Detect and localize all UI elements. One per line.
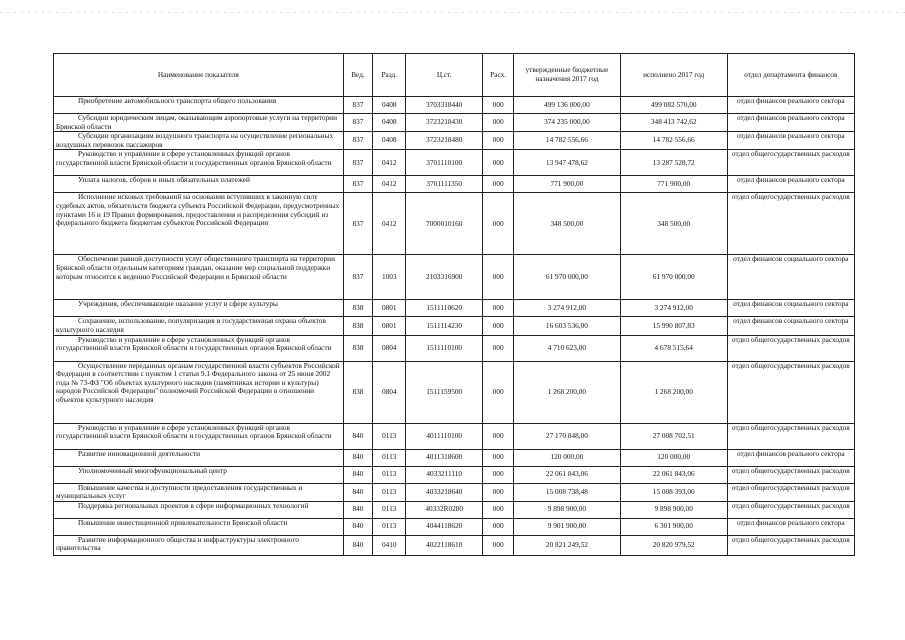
cell-cst: 1511110620	[406, 300, 483, 317]
indicator-name-text: Повышение инвестиционной привлекательности Брянской области	[78, 518, 288, 527]
scan-artifact-line	[0, 12, 905, 13]
cell-indicator-name	[54, 518, 344, 535]
cell-executed: 9 898 900,00	[620, 501, 727, 518]
cell-ved: 840	[343, 423, 373, 449]
cell-razd: 1003	[373, 255, 406, 300]
cell-executed: 27 008 702,51	[620, 423, 727, 449]
cell-cst: 4044118620	[406, 518, 483, 535]
cell-approved: 1 268 200,00	[514, 361, 621, 423]
indicator-name-text: Субсидии организациям воздушного транспорта на осуществление региональных воздушных перевозок пассажиров	[56, 131, 334, 149]
indicator-name-text: Руководство и управление в сфере установленных функций органов государственной власти Брянской области и государственных органов Брянской области	[56, 149, 332, 167]
cell-ved: 837	[343, 114, 373, 132]
cell-razd: 0410	[373, 535, 406, 555]
cell-cst: 4033211110	[406, 466, 483, 483]
cell-cst: 7000010160	[406, 193, 483, 255]
budget-execution-table	[53, 53, 855, 556]
cell-approved: 348 500,00	[514, 193, 621, 255]
cell-razd: 0408	[373, 97, 406, 114]
cell-approved: 120 000,00	[514, 449, 621, 466]
cell-department: отдел общегосударственных расходов	[727, 483, 854, 501]
table-row	[54, 132, 855, 150]
table-row	[54, 535, 855, 555]
cell-department: отдел финансов социального сектора	[727, 317, 854, 335]
cell-department: отдел общегосударственных расходов	[727, 150, 854, 176]
cell-ved: 838	[343, 361, 373, 423]
cell-executed: 6 301 900,00	[620, 518, 727, 535]
cell-razd: 0113	[373, 501, 406, 518]
table-row	[54, 300, 855, 317]
cell-ved: 837	[343, 255, 373, 300]
cell-approved: 374 235 000,00	[514, 114, 621, 132]
cell-indicator-name	[54, 423, 344, 449]
header-cst: Ц.ст.	[406, 54, 483, 97]
cell-cst: 3703318440	[406, 97, 483, 114]
table-body	[54, 97, 855, 556]
cell-razd: 0113	[373, 483, 406, 501]
cell-rash: 000	[483, 335, 514, 361]
table-row	[54, 361, 855, 423]
cell-rash: 000	[483, 449, 514, 466]
cell-razd: 0801	[373, 300, 406, 317]
cell-ved: 838	[343, 335, 373, 361]
cell-executed: 20 820 979,52	[620, 535, 727, 555]
cell-rash: 000	[483, 114, 514, 132]
cell-razd: 0113	[373, 466, 406, 483]
cell-rash: 000	[483, 466, 514, 483]
cell-rash: 000	[483, 317, 514, 335]
cell-razd: 0408	[373, 114, 406, 132]
table-row	[54, 466, 855, 483]
table-row	[54, 335, 855, 361]
cell-cst: 4011110100	[406, 423, 483, 449]
cell-executed: 15 990 807,83	[620, 317, 727, 335]
cell-approved: 14 782 556,66	[514, 132, 621, 150]
cell-cst: 4022118610	[406, 535, 483, 555]
cell-cst: 1511159500	[406, 361, 483, 423]
cell-approved: 771 900,00	[514, 176, 621, 193]
cell-department: отдел общегосударственных расходов	[727, 423, 854, 449]
cell-cst: 40332R0280	[406, 501, 483, 518]
indicator-name-text: Приобретение автомобильного транспорта общего пользования	[78, 96, 277, 105]
cell-indicator-name	[54, 97, 344, 114]
cell-approved: 13 947 478,62	[514, 150, 621, 176]
cell-razd: 0801	[373, 317, 406, 335]
header-rash: Расх.	[483, 54, 514, 97]
cell-ved: 838	[343, 300, 373, 317]
cell-department: отдел общегосударственных расходов	[727, 335, 854, 361]
cell-cst: 1511114230	[406, 317, 483, 335]
cell-approved: 9 901 900,00	[514, 518, 621, 535]
cell-ved: 837	[343, 176, 373, 193]
cell-department: отдел финансов реального сектора	[727, 97, 854, 114]
indicator-name-text: Руководство и управление в сфере установленных функций органов государственной власти Брянской области и государственных органов Брянской области	[56, 335, 332, 353]
cell-cst: 2103316900	[406, 255, 483, 300]
cell-department: отдел общегосударственных расходов	[727, 501, 854, 518]
cell-ved: 837	[343, 193, 373, 255]
cell-executed: 771 900,00	[620, 176, 727, 193]
cell-approved: 61 970 000,00	[514, 255, 621, 300]
cell-department: отдел общегосударственных расходов	[727, 466, 854, 483]
cell-indicator-name	[54, 255, 344, 300]
cell-ved: 840	[343, 501, 373, 518]
cell-rash: 000	[483, 132, 514, 150]
cell-cst: 3701111350	[406, 176, 483, 193]
indicator-name-text: Субсидии юридическим лицам, оказывающим аэропортовые услуги на территории Брянской области	[56, 113, 337, 131]
cell-rash: 000	[483, 300, 514, 317]
cell-department: отдел финансов реального сектора	[727, 132, 854, 150]
cell-executed: 4 678 515,64	[620, 335, 727, 361]
cell-razd: 0113	[373, 423, 406, 449]
cell-rash: 000	[483, 535, 514, 555]
cell-ved: 840	[343, 466, 373, 483]
cell-cst: 4033218640	[406, 483, 483, 501]
table-row	[54, 483, 855, 501]
cell-approved: 27 170 848,00	[514, 423, 621, 449]
indicator-name-text: Повышение качества и доступности предоставления государственных и муниципальных услуг	[56, 483, 303, 501]
table-row	[54, 176, 855, 193]
indicator-name-text: Осуществление переданных органам государственной власти субъектов Российской Федерации в соответствии с пунктом 1 статьи 9.1 Федерального закона от 25 июня 2002 года № 73-ФЗ "Об объектах культурного наследия (памятниках истории и культуры) народов Российской Федерации" полномочий Российской Федерации в отношении объектов культурного наследия	[56, 361, 340, 404]
cell-department: отдел финансов социального сектора	[727, 255, 854, 300]
cell-razd: 0412	[373, 193, 406, 255]
cell-cst: 3701110100	[406, 150, 483, 176]
cell-indicator-name	[54, 300, 344, 317]
cell-ved: 837	[343, 97, 373, 114]
cell-indicator-name	[54, 150, 344, 176]
cell-executed: 3 274 912,00	[620, 300, 727, 317]
cell-indicator-name	[54, 483, 344, 501]
cell-razd: 0804	[373, 335, 406, 361]
cell-rash: 000	[483, 176, 514, 193]
header-executed: исполнено 2017 год	[620, 54, 727, 97]
cell-approved: 3 274 912,00	[514, 300, 621, 317]
indicator-name-text: Сохранение, использование, популяризация и государственная охрана объектов культурного наследия	[56, 316, 326, 334]
header-ved: Вед.	[343, 54, 373, 97]
cell-rash: 000	[483, 255, 514, 300]
cell-approved: 9 898 900,00	[514, 501, 621, 518]
cell-indicator-name	[54, 114, 344, 132]
cell-department: отдел финансов реального сектора	[727, 449, 854, 466]
indicator-name-text: Учреждения, обеспечивающие оказание услуг в сфере культуры	[78, 299, 278, 309]
cell-indicator-name	[54, 132, 344, 150]
table-row	[54, 97, 855, 114]
cell-department: отдел финансов реального сектора	[727, 518, 854, 535]
cell-rash: 000	[483, 361, 514, 423]
cell-rash: 000	[483, 150, 514, 176]
cell-executed: 13 287 528,72	[620, 150, 727, 176]
table-header-row	[54, 54, 855, 97]
cell-indicator-name	[54, 193, 344, 255]
indicator-name-text: Исполнение исковых требований на основании вступивших в законную силу судебных актов, обязательств бюджета субъекта Российской Федерации, предусмотренных пунктами 16 и 19 Правил формирования, предоставления и распределения субсидий из федерального бюджета бюджетам субъектов Российской Федерации	[56, 192, 340, 228]
cell-ved: 840	[343, 483, 373, 501]
indicator-name-text: Развитие информационного общества и инфраструктуры электронного правительства	[56, 535, 299, 553]
table-row	[54, 193, 855, 255]
cell-executed: 61 970 000,00	[620, 255, 727, 300]
cell-rash: 000	[483, 97, 514, 114]
cell-razd: 0412	[373, 176, 406, 193]
cell-indicator-name	[54, 535, 344, 555]
cell-indicator-name	[54, 335, 344, 361]
cell-cst: 1511110100	[406, 335, 483, 361]
cell-razd: 0412	[373, 150, 406, 176]
cell-indicator-name	[54, 317, 344, 335]
cell-department: отдел общегосударственных расходов	[727, 361, 854, 423]
table-row	[54, 317, 855, 335]
table-row	[54, 449, 855, 466]
cell-approved: 20 821 249,52	[514, 535, 621, 555]
cell-rash: 000	[483, 483, 514, 501]
cell-executed: 14 782 556,66	[620, 132, 727, 150]
cell-executed: 120 000,00	[620, 449, 727, 466]
cell-executed: 348 413 742,62	[620, 114, 727, 132]
cell-department: отдел общегосударственных расходов	[727, 535, 854, 555]
header-department: отдел департамента финансов	[727, 54, 854, 97]
table-row	[54, 255, 855, 300]
cell-executed: 22 061 843,06	[620, 466, 727, 483]
cell-indicator-name	[54, 501, 344, 518]
cell-ved: 840	[343, 449, 373, 466]
cell-executed: 15 008 393,00	[620, 483, 727, 501]
cell-rash: 000	[483, 501, 514, 518]
cell-indicator-name	[54, 361, 344, 423]
cell-ved: 840	[343, 535, 373, 555]
cell-approved: 499 136 000,00	[514, 97, 621, 114]
table-row	[54, 501, 855, 518]
header-razd: Разд.	[373, 54, 406, 97]
cell-ved: 837	[343, 150, 373, 176]
cell-approved: 4 710 623,00	[514, 335, 621, 361]
table-row	[54, 518, 855, 535]
cell-cst: 3723218430	[406, 114, 483, 132]
cell-rash: 000	[483, 518, 514, 535]
cell-ved: 840	[343, 518, 373, 535]
indicator-name-text: Поддержка региональных проектов в сфере информационных технологий	[78, 501, 309, 510]
cell-executed: 1 268 200,00	[620, 361, 727, 423]
indicator-name-text: Развитие инновационной деятельности	[78, 449, 201, 458]
cell-razd: 0804	[373, 361, 406, 423]
cell-approved: 22 061 843,06	[514, 466, 621, 483]
table-row	[54, 150, 855, 176]
cell-rash: 000	[483, 193, 514, 255]
indicator-name-text: Руководство и управление в сфере установленных функций органов государственной власти Брянской области и государственных органов Брянской области	[56, 423, 332, 441]
cell-cst: 4011318600	[406, 449, 483, 466]
cell-department: отдел финансов реального сектора	[727, 114, 854, 132]
cell-executed: 499 082 570,00	[620, 97, 727, 114]
cell-indicator-name	[54, 466, 344, 483]
cell-indicator-name	[54, 449, 344, 466]
cell-razd: 0113	[373, 518, 406, 535]
table-row	[54, 114, 855, 132]
indicator-name-text: Обеспечение равной доступности услуг общественного транспорта на территории Брянской области отдельным категориям граждан, оказание мер социальной поддержки которым относится к ведению Российской Федерации и Брянской области	[56, 254, 335, 281]
cell-department: отдел финансов социального сектора	[727, 300, 854, 317]
cell-department: отдел финансов реального сектора	[727, 176, 854, 193]
indicator-name-text: Уполномоченный многофункциональный центр	[78, 466, 227, 475]
indicator-name-text: Уплата налогов, сборов и иных обязательных платежей	[78, 175, 250, 185]
cell-approved: 16 603 536,00	[514, 317, 621, 335]
cell-razd: 0408	[373, 132, 406, 150]
cell-ved: 837	[343, 132, 373, 150]
cell-executed: 348 500,00	[620, 193, 727, 255]
cell-indicator-name	[54, 176, 344, 193]
table-row	[54, 423, 855, 449]
cell-department: отдел общегосударственных расходов	[727, 193, 854, 255]
cell-rash: 000	[483, 423, 514, 449]
cell-razd: 0113	[373, 449, 406, 466]
header-approved: утвержденные бюджетные назначения 2017 год	[514, 54, 621, 97]
cell-cst: 3723218480	[406, 132, 483, 150]
cell-approved: 15 008 738,48	[514, 483, 621, 501]
cell-ved: 838	[343, 317, 373, 335]
header-indicator-name: Наименование показателя	[54, 54, 344, 97]
